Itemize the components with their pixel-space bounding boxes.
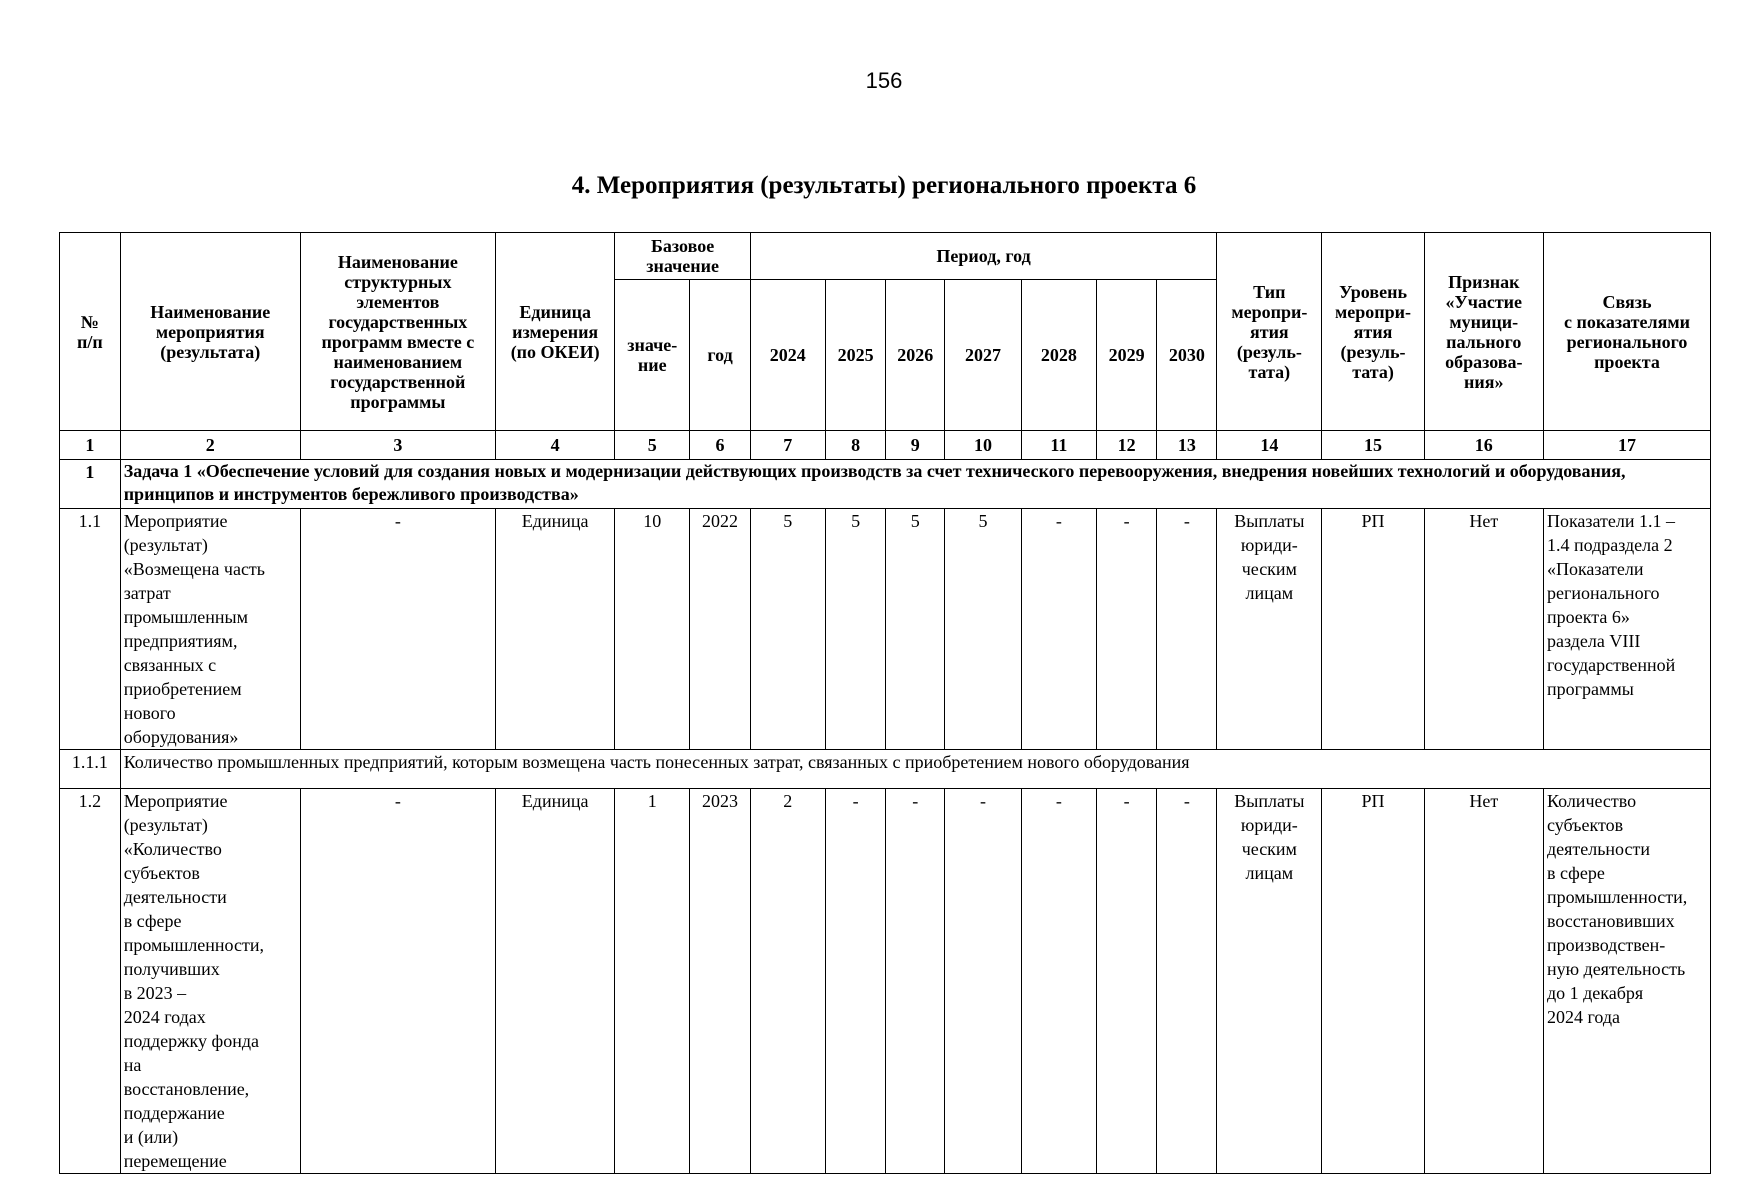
- column-number: 12: [1096, 431, 1157, 460]
- column-number: 3: [300, 431, 495, 460]
- column-number: 5: [615, 431, 690, 460]
- year-value-cell: -: [1096, 789, 1157, 1174]
- year-value-cell: -: [1157, 789, 1217, 1174]
- base-year-cell: 2022: [690, 509, 751, 750]
- task-row: [60, 460, 1711, 509]
- column-number: 8: [825, 431, 886, 460]
- indicator-number: 1.1.1: [60, 750, 121, 789]
- header-unit: Единица измерения (по ОКЕИ): [495, 233, 614, 431]
- year-value-cell: -: [945, 789, 1022, 1174]
- header-link: Связь с показателями регионального проекта: [1543, 233, 1710, 431]
- sign-cell: Нет: [1424, 509, 1543, 750]
- column-number: 9: [886, 431, 945, 460]
- header-year-2030: 2030: [1157, 280, 1217, 431]
- column-number: 7: [750, 431, 825, 460]
- task-text: Задача 1 «Обеспечение условий для создания новых и модернизации действующих производств за счет технического перевооружения, внедрения новейших технологий и оборудования, принципов и инструментов бережливого производства»: [120, 460, 1710, 509]
- link-cell: Показатели 1.1 – 1.4 подраздела 2 «Показатели регионального проекта 6» раздела VIII государственной программы: [1543, 509, 1710, 750]
- column-number: 13: [1157, 431, 1217, 460]
- header-name: Наименование мероприятия (результата): [120, 233, 300, 431]
- header-year-2026: 2026: [886, 280, 945, 431]
- link-cell: Количество субъектов деятельности в сфере промышленности, восстановивших производствен- ную деятельность до 1 декабря 2024 года: [1543, 789, 1710, 1174]
- header-sign: Признак «Участие муници- пального образова- ния»: [1424, 233, 1543, 431]
- structure-cell: -: [300, 509, 495, 750]
- year-value-cell: -: [1021, 789, 1096, 1174]
- header-row-top: [60, 233, 1711, 280]
- header-year-2024: 2024: [750, 280, 825, 431]
- header-structure: Наименование структурных элементов государственных программ вместе с наименованием государственной программы: [300, 233, 495, 431]
- column-number: 14: [1217, 431, 1322, 460]
- year-value-cell: -: [1021, 509, 1096, 750]
- header-period: Период, год: [750, 233, 1216, 280]
- unit-cell: Единица: [495, 509, 614, 750]
- document-title: 4. Мероприятия (результаты) регионального проекта 6: [571, 172, 1197, 199]
- level-cell: РП: [1322, 789, 1424, 1174]
- indicator-text: Количество промышленных предприятий, которым возмещена часть понесенных затрат, связанных с приобретением нового оборудования: [120, 750, 1710, 789]
- indicator-row: [60, 750, 1711, 789]
- structure-cell: -: [300, 789, 495, 1174]
- year-value-cell: -: [1157, 509, 1217, 750]
- row-number: 1.2: [60, 789, 121, 1174]
- measures-table: [59, 232, 1711, 1174]
- column-number: 6: [690, 431, 751, 460]
- header-base-year: год: [690, 280, 751, 431]
- sign-cell: Нет: [1424, 789, 1543, 1174]
- base-value-cell: 1: [615, 789, 690, 1174]
- year-value-cell: 2: [750, 789, 825, 1174]
- type-cell: Выплаты юриди- ческим лицам: [1217, 789, 1322, 1174]
- header-year-2028: 2028: [1021, 280, 1096, 431]
- header-base: Базовое значение: [615, 233, 751, 280]
- header-year-2029: 2029: [1096, 280, 1157, 431]
- column-numbers-row: [60, 431, 1711, 460]
- year-value-cell: -: [1096, 509, 1157, 750]
- year-value-cell: 5: [945, 509, 1022, 750]
- task-number: 1: [60, 460, 121, 509]
- base-value-cell: 10: [615, 509, 690, 750]
- column-number: 16: [1424, 431, 1543, 460]
- table-row: [60, 509, 1711, 750]
- header-num: № п/п: [60, 233, 121, 431]
- row-number: 1.1: [60, 509, 121, 750]
- header-year-2027: 2027: [945, 280, 1022, 431]
- column-number: 4: [495, 431, 614, 460]
- header-type: Тип меропри- ятия (резуль- тата): [1217, 233, 1322, 431]
- year-value-cell: 5: [886, 509, 945, 750]
- column-number: 17: [1543, 431, 1710, 460]
- column-number: 15: [1322, 431, 1424, 460]
- column-number: 11: [1021, 431, 1096, 460]
- measure-name: Мероприятие (результат) «Количество субъектов деятельности в сфере промышленности, получивших в 2023 – 2024 годах поддержку фонда на восстановление, поддержание и (или) перемещение: [120, 789, 300, 1174]
- year-value-cell: 5: [750, 509, 825, 750]
- unit-cell: Единица: [495, 789, 614, 1174]
- year-value-cell: 5: [825, 509, 886, 750]
- level-cell: РП: [1322, 509, 1424, 750]
- base-year-cell: 2023: [690, 789, 751, 1174]
- header-level: Уровень меропри- ятия (резуль- тата): [1322, 233, 1424, 431]
- year-value-cell: -: [886, 789, 945, 1174]
- column-number: 10: [945, 431, 1022, 460]
- page-number: 156: [865, 68, 903, 93]
- header-year-2025: 2025: [825, 280, 886, 431]
- header-base-value: значе- ние: [615, 280, 690, 431]
- column-number: 2: [120, 431, 300, 460]
- type-cell: Выплаты юриди- ческим лицам: [1217, 509, 1322, 750]
- year-value-cell: -: [825, 789, 886, 1174]
- column-number: 1: [60, 431, 121, 460]
- table-row: [60, 789, 1711, 1174]
- measure-name: Мероприятие (результат) «Возмещена часть затрат промышленным предприятиям, связанных с приобретением нового оборудования»: [120, 509, 300, 750]
